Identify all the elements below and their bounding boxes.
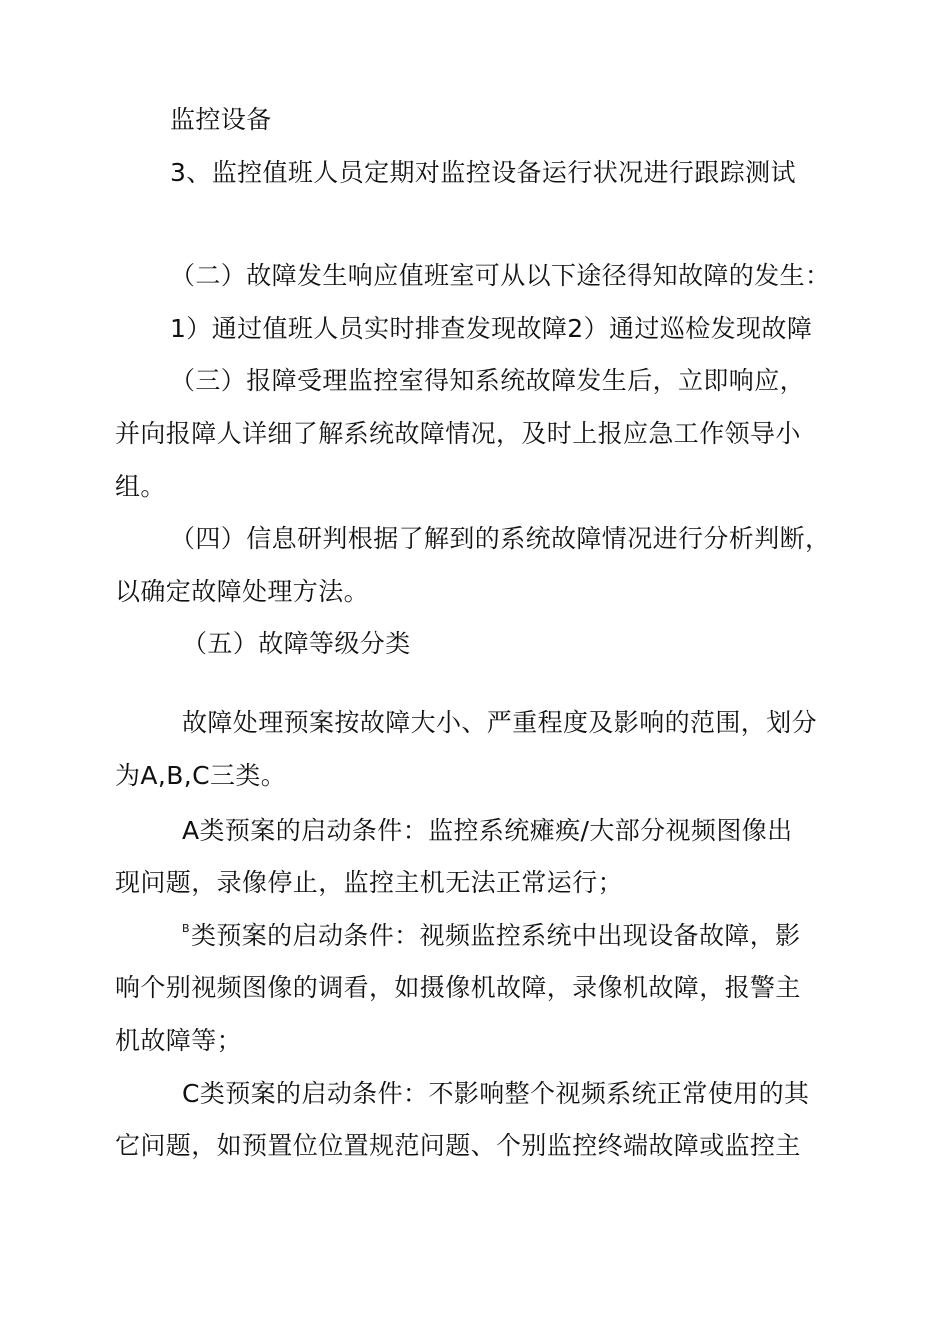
text-line-11: 故障处理预案按故障大小、严重程度及影响的范围，划分 — [182, 708, 818, 737]
text-line-13: A类预案的启动条件：监控系统瘫痪/大部分视频图像出 — [182, 816, 793, 845]
text-line-18: C类预案的启动条件：不影响整个视频系统正常使用的其 — [182, 1079, 810, 1108]
text-line-4: 1）通过值班人员实时排查发现故障2）通过巡检发现故障 — [170, 314, 813, 343]
b-class-marker: B — [182, 922, 190, 935]
text-line-8: （四）信息研判根据了解到的系统故障情况进行分析判断， — [170, 524, 831, 553]
text-line-2: 3、监控值班人员定期对监控设备运行状况进行跟踪测试 — [170, 158, 796, 187]
text-line-17: 机故障等； — [115, 1026, 243, 1055]
text-line-16: 响个别视频图像的调看，如摄像机故障，录像机故障，报警主 — [115, 973, 801, 1002]
text-line-12: 为A,B,C三类。 — [115, 761, 287, 790]
text-line-15 — [182, 921, 801, 956]
text-line-19: 它问题，如预置位位置规范问题、个别监控终端故障或监控主 — [115, 1131, 801, 1160]
text-line-14: 现问题，录像停止，监控主机无法正常运行； — [115, 868, 624, 897]
b-class-text: 类预案的启动条件：视频监控系统中出现设备故障，影 — [190, 921, 801, 950]
section-heading: （五）故障等级分类 — [182, 629, 411, 658]
text-line-1: 监控设备 — [170, 105, 272, 134]
text-line-6: 并向报障人详细了解系统故障情况，及时上报应急工作领导小 — [115, 419, 801, 448]
text-line-3: （二）故障发生响应值班室可从以下途径得知故障的发生： — [170, 261, 831, 290]
text-line-7: 组。 — [115, 472, 166, 501]
text-line-9: 以确定故障处理方法。 — [115, 577, 370, 606]
text-line-5: （三）报障受理监控室得知系统故障发生后，立即响应， — [170, 366, 806, 395]
